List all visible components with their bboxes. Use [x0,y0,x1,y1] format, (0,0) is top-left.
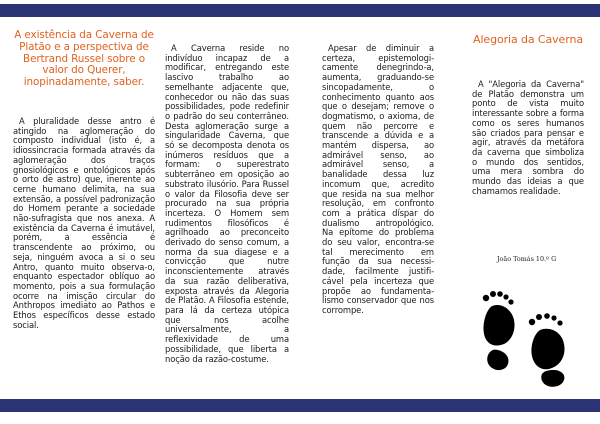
panel-2-body: A Caverna reside no indivíduo incapaz de a modificar, entregando este lascivo trabalho ao semelhante adjacente que, conhecedor ou não das suas possibilidades, pode redefinir o padrão do seu conterrâneo. Desta aglomeração surge a singularidade Caverna, que só se decomposta denota os inúmeros resíduos que a formam: o superestrato subterrâneo em oposição ao substrato ilusório. Para Russel o valor da Filosofia deve ser procurado na sua própria incerteza. O Homem sem rudimentos filosóficos é agrilhoado ao preconceito derivado do senso comum, a norma da sua diagese e a convicção que nutre inconscientemente através da sua razão deliberativa, exposta através da Alegoria de Platão. A Filosofia estende, para lá da certeza utópica que nos acolhe universalmente, a reflexividade de uma possibilidade, que liberta a noção da razão-costume. [165,43,289,364]
panel-4-title: Alegoria da Caverna [473,33,583,46]
right-footprint [529,313,565,387]
author-credit: João Tomás 10.º G [497,255,557,263]
bottom-border-bar [0,399,600,412]
panel-1 [13,30,155,330]
panel-1-title: A existência da Caverna de Platão e a perspectiva de Bertrand Russel sobre o valor do Querer, inopinadamente, saber. [14,29,154,89]
footprints-icon [470,280,600,390]
panel-4-body: A "Alegoria da Caverna" de Platão demonstra um ponto de vista muito interessante sobre a forma como os seres humanos são criados para pensar e agir, através da metáfora da caverna que simboliza o mundo dos sentidos, uma mera sombra do mundo das ideias a que chamamos realidade. [472,79,584,196]
top-border-bar [0,4,600,17]
panel-1-body: A pluralidade desse antro é atingido na aglomeração do composto individual (isto é, a idiossincracia formada através da aglomeração dos traços gnosiológicos e ontológicos após o orto de astro) que, inerente ao cerne humano delimita, na sua extensão, a possível padronização do Homem perante a sociedade não-sufragista que nos anexa. A existência da Caverna é imutável, porém, a essência é transcendente ao próximo, ou seja, ninguém avoca a si o seu Antro, quanto muito observa-o, enquanto espectador oblíquo ao momento, pois a sua formulação ocorre na imisção circular do Anthropos imediato ao Pathos e Ethos específicos desse estado social. [13,115,155,330]
panel-3-body: Apesar de diminuir a certeza, epistemologi-camente denegrindo-a, aumenta, graduando-se sincopadamente, o conhecimento quanto aos que o desejam; remove o dogmatismo, o axioma, de quem não percorre e transcende a dúvida e a mantém dispersa, ao admirável senso, ao admirável senso, a banalidade dessa luz incomum que, acredito que resida na sua melhor resolução, em confronto com a prática díspar do dualismo antropológico. Na epítome do problema do seu valor, encontra-se tal merecimento em função da sua necessi-dade, facilmente justifi-cável pela incerteza que propõe ao fundamenta-lismo conservador que nos corrompe. [322,43,434,315]
panel-4 [472,33,584,196]
left-footprint [483,291,515,370]
panel-2 [165,44,289,364]
panel-3 [322,44,434,316]
